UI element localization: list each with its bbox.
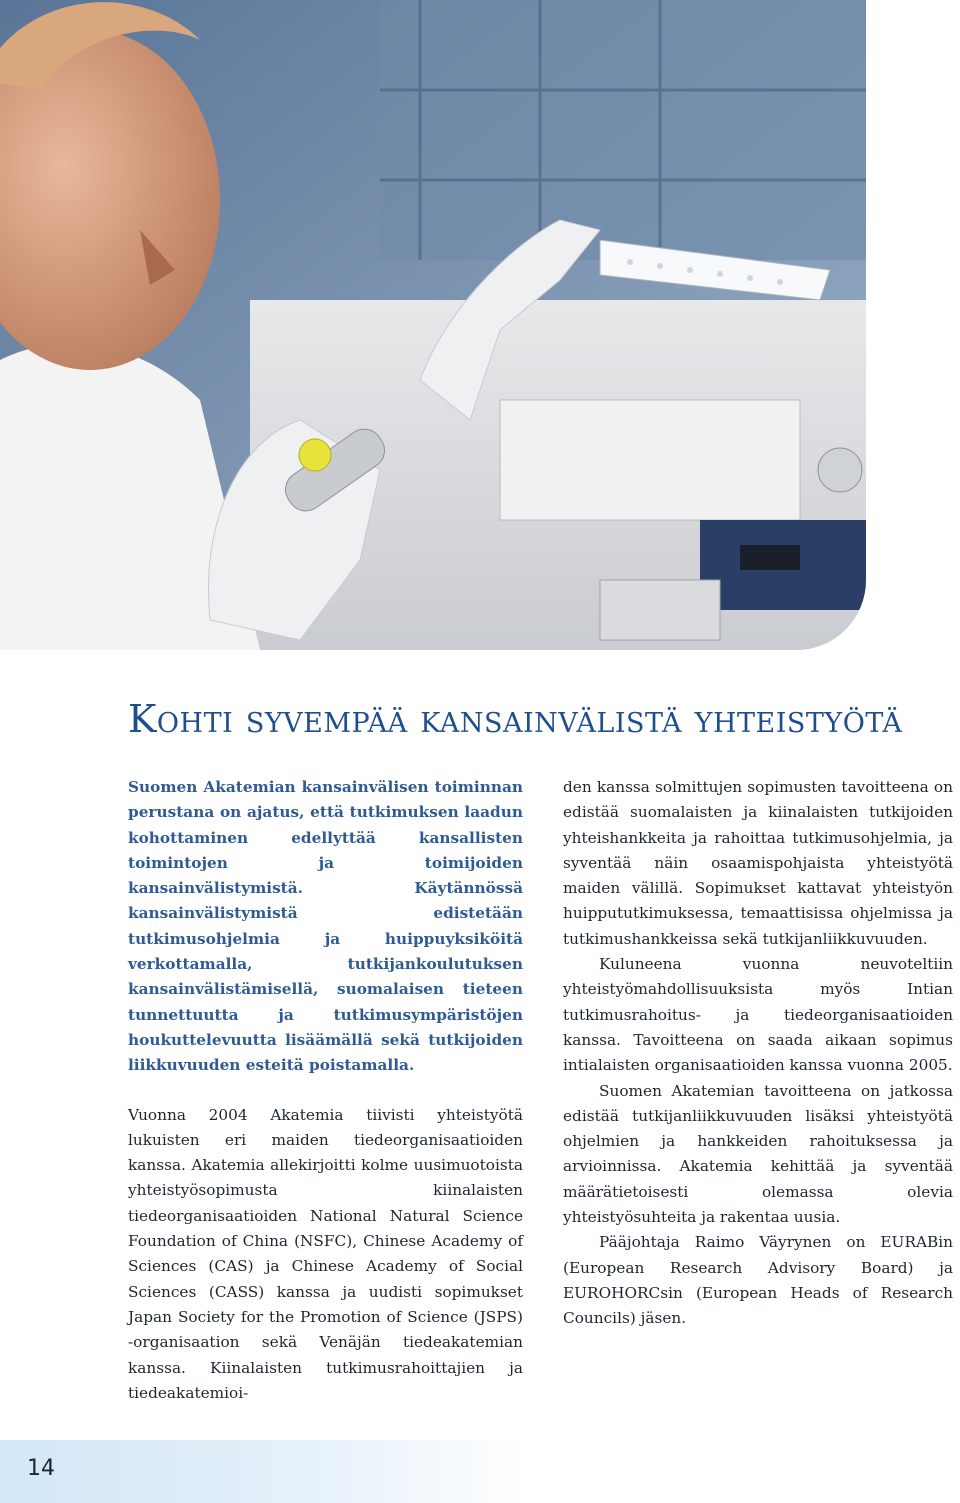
- lead-paragraph: Suomen Akatemian kansainvälisen toiminnan perustana on ajatus, että tutkimuksen laadun kohottaminen edellyttää kansallisten toimintojen ja toimijoiden kansainvälistymistä. Käytännössä kansainvälistymistä edistetään tutkimusohjelmia ja huippuyksiköitä verkottamalla, tutkijankoulutuksen kansainvälistämisellä, suomalaisen tieteen tunnettuutta ja tutkimusympäristöjen houkuttelevuutta lisäämällä sekä tutkijoiden liikkuvuuden esteitä poistamalla.: [128, 778, 523, 1075]
- body-paragraph-4: Suomen Akatemian tavoitteena on jatkossa edistää tutkijanliikkuvuuden lisäksi yhteistyötä ohjelmien ja hankkeiden rahoituksessa ja arvioinnissa. Akatemia kehittää ja syventää määrätietoisesti olemassa olevia yhteistyösuhteita ja rakentaa uusia.: [563, 1081, 953, 1227]
- body-paragraph-2: den kanssa solmittujen sopimusten tavoitteena on edistää suomalaisten ja kiinalaisten tutkijoiden yhteishankkeita ja rahoittaa tutkimusohjelmia, ja syventää näin osaamispohjaista yhteistyötä maiden välillä. Sopimukset kattavat yhteistyön huippututkimuksessa, temaattisissa ohjelmissa ja tutkimushankkeissa sekä tutkijanliikkuvuuden.: [563, 778, 953, 948]
- lab-photo: [0, 0, 866, 650]
- page-title: Kohti syvempää kansainvälistä yhteistyötä: [128, 697, 903, 741]
- researcher-illustration: [0, 0, 866, 650]
- page-number: 14: [27, 1456, 55, 1481]
- right-column: [563, 775, 953, 1332]
- body-paragraph-5: Pääjohtaja Raimo Väyrynen on EURABin (European Research Advisory Board) ja EUROHORCsin (European Heads of Research Councils) jäsen.: [563, 1233, 953, 1328]
- body-paragraph-3: Kuluneena vuonna neuvoteltiin yhteistyömahdollisuuksista myös Intian tutkimusrahoitus- ja tiedeorganisaatioiden kanssa. Tavoitteena on saada aikaan sopimus intialaisten organisaatioiden kanssa vuonna 2005.: [563, 955, 953, 1075]
- left-column: [128, 775, 523, 1406]
- body-paragraph-1: Vuonna 2004 Akatemia tiivisti yhteistyötä lukuisten eri maiden tiedeorganisaatioiden kanssa. Akatemia allekirjoitti kolme uusimuotoista yhteistyösopimusta kiinalaisten tiedeorganisaatioiden National Natural Science Foundation of China (NSFC), Chinese Academy of Sciences (CAS) ja Chinese Academy of Social Sciences (CASS) kanssa ja uudisti sopimukset Japan Society for the Promotion of Science (JSPS) -organisaation sekä Venäjän tiedeakatemian kanssa. Kiinalaisten tutkimusrahoittajien ja tiedeakatemioi-: [128, 1105, 523, 1402]
- footer-bar: [0, 1440, 526, 1503]
